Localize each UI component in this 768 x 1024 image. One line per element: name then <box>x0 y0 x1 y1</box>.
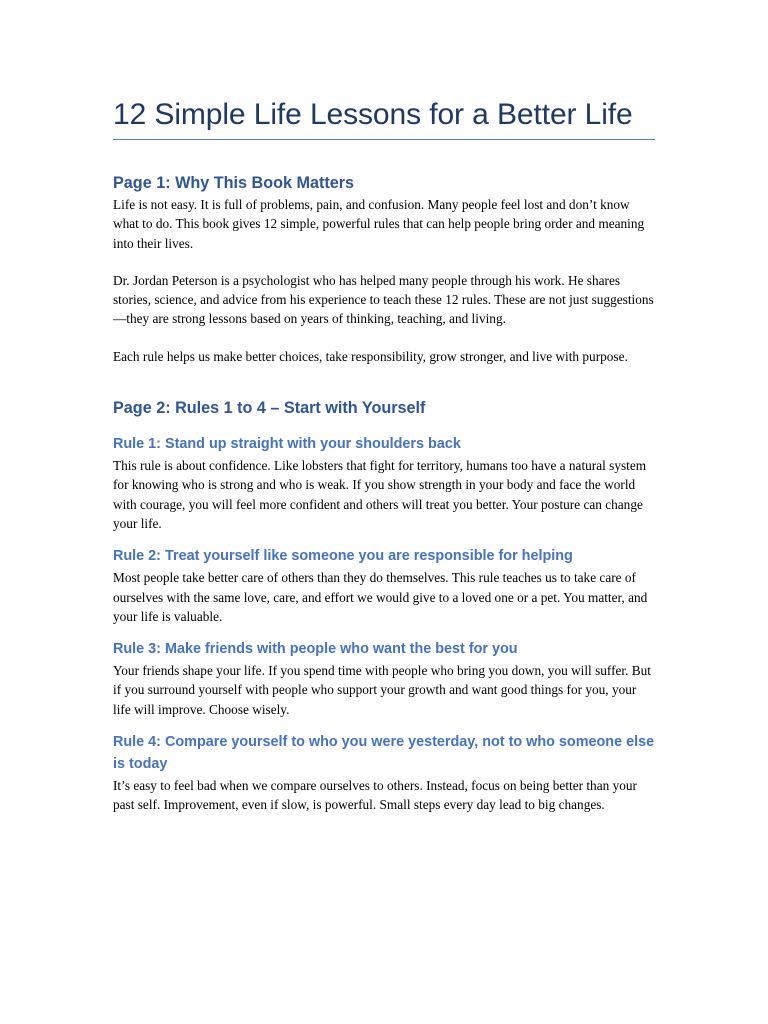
document-page <box>113 96 655 815</box>
page1-paragraph-2: Dr. Jordan Peterson is a psychologist who has helped many people through his work. He shares stories, science, and advice from his experience to teach these 12 rules. These are not just suggestions—they are strong lessons based on years of thinking, teaching, and living. <box>113 272 654 327</box>
rule-3-heading: Rule 3: Make friends with people who want the best for you <box>113 641 518 658</box>
page1-paragraph-1: Life is not easy. It is full of problems, pain, and confusion. Many people feel lost and don’t know what to do. This book gives 12 simple, powerful rules that can help people bring order and meaning into their lives. <box>113 197 645 251</box>
rule-4-heading: Rule 4: Compare yourself to who you were yesterday, not to who someone else is today <box>113 734 655 773</box>
page1-heading: Page 1: Why This Book Matters <box>113 174 355 192</box>
document-title: 12 Simple Life Lessons for a Better Life <box>113 96 655 140</box>
rule-2-heading: Rule 2: Treat yourself like someone you are responsible for helping <box>113 548 573 565</box>
page1-paragraph-3: Each rule helps us make better choices, take responsibility, grow stronger, and live with purpose. <box>113 348 628 364</box>
rule-2-text: Most people take better care of others than they do themselves. This rule teaches us to take care of ourselves with the same love, care, and effort we would give to a loved one or a pet. You matter, and your life is valuable. <box>113 570 648 624</box>
rule-1-text: This rule is about confidence. Like lobsters that fight for territory, humans too have a natural system for knowing who is strong and who is weak. If you show strength in your body and face the world with courage, you will feel more confident and others will treat you better. Your posture can change your life. <box>113 458 647 531</box>
rule-1-heading: Rule 1: Stand up straight with your shoulders back <box>113 436 461 453</box>
rule-3-text: Your friends shape your life. If you spend time with people who bring you down, you will suffer. But if you surround yourself with people who support your growth and want good things for you, your life will improve. Choose wisely. <box>113 663 651 717</box>
rule-4-text: It’s easy to feel bad when we compare ourselves to others. Instead, focus on being better than your past self. Improvement, even if slow, is powerful. Small steps every day lead to big changes. <box>113 778 637 813</box>
page2-heading: Page 2: Rules 1 to 4 – Start with Yourself <box>113 399 426 418</box>
